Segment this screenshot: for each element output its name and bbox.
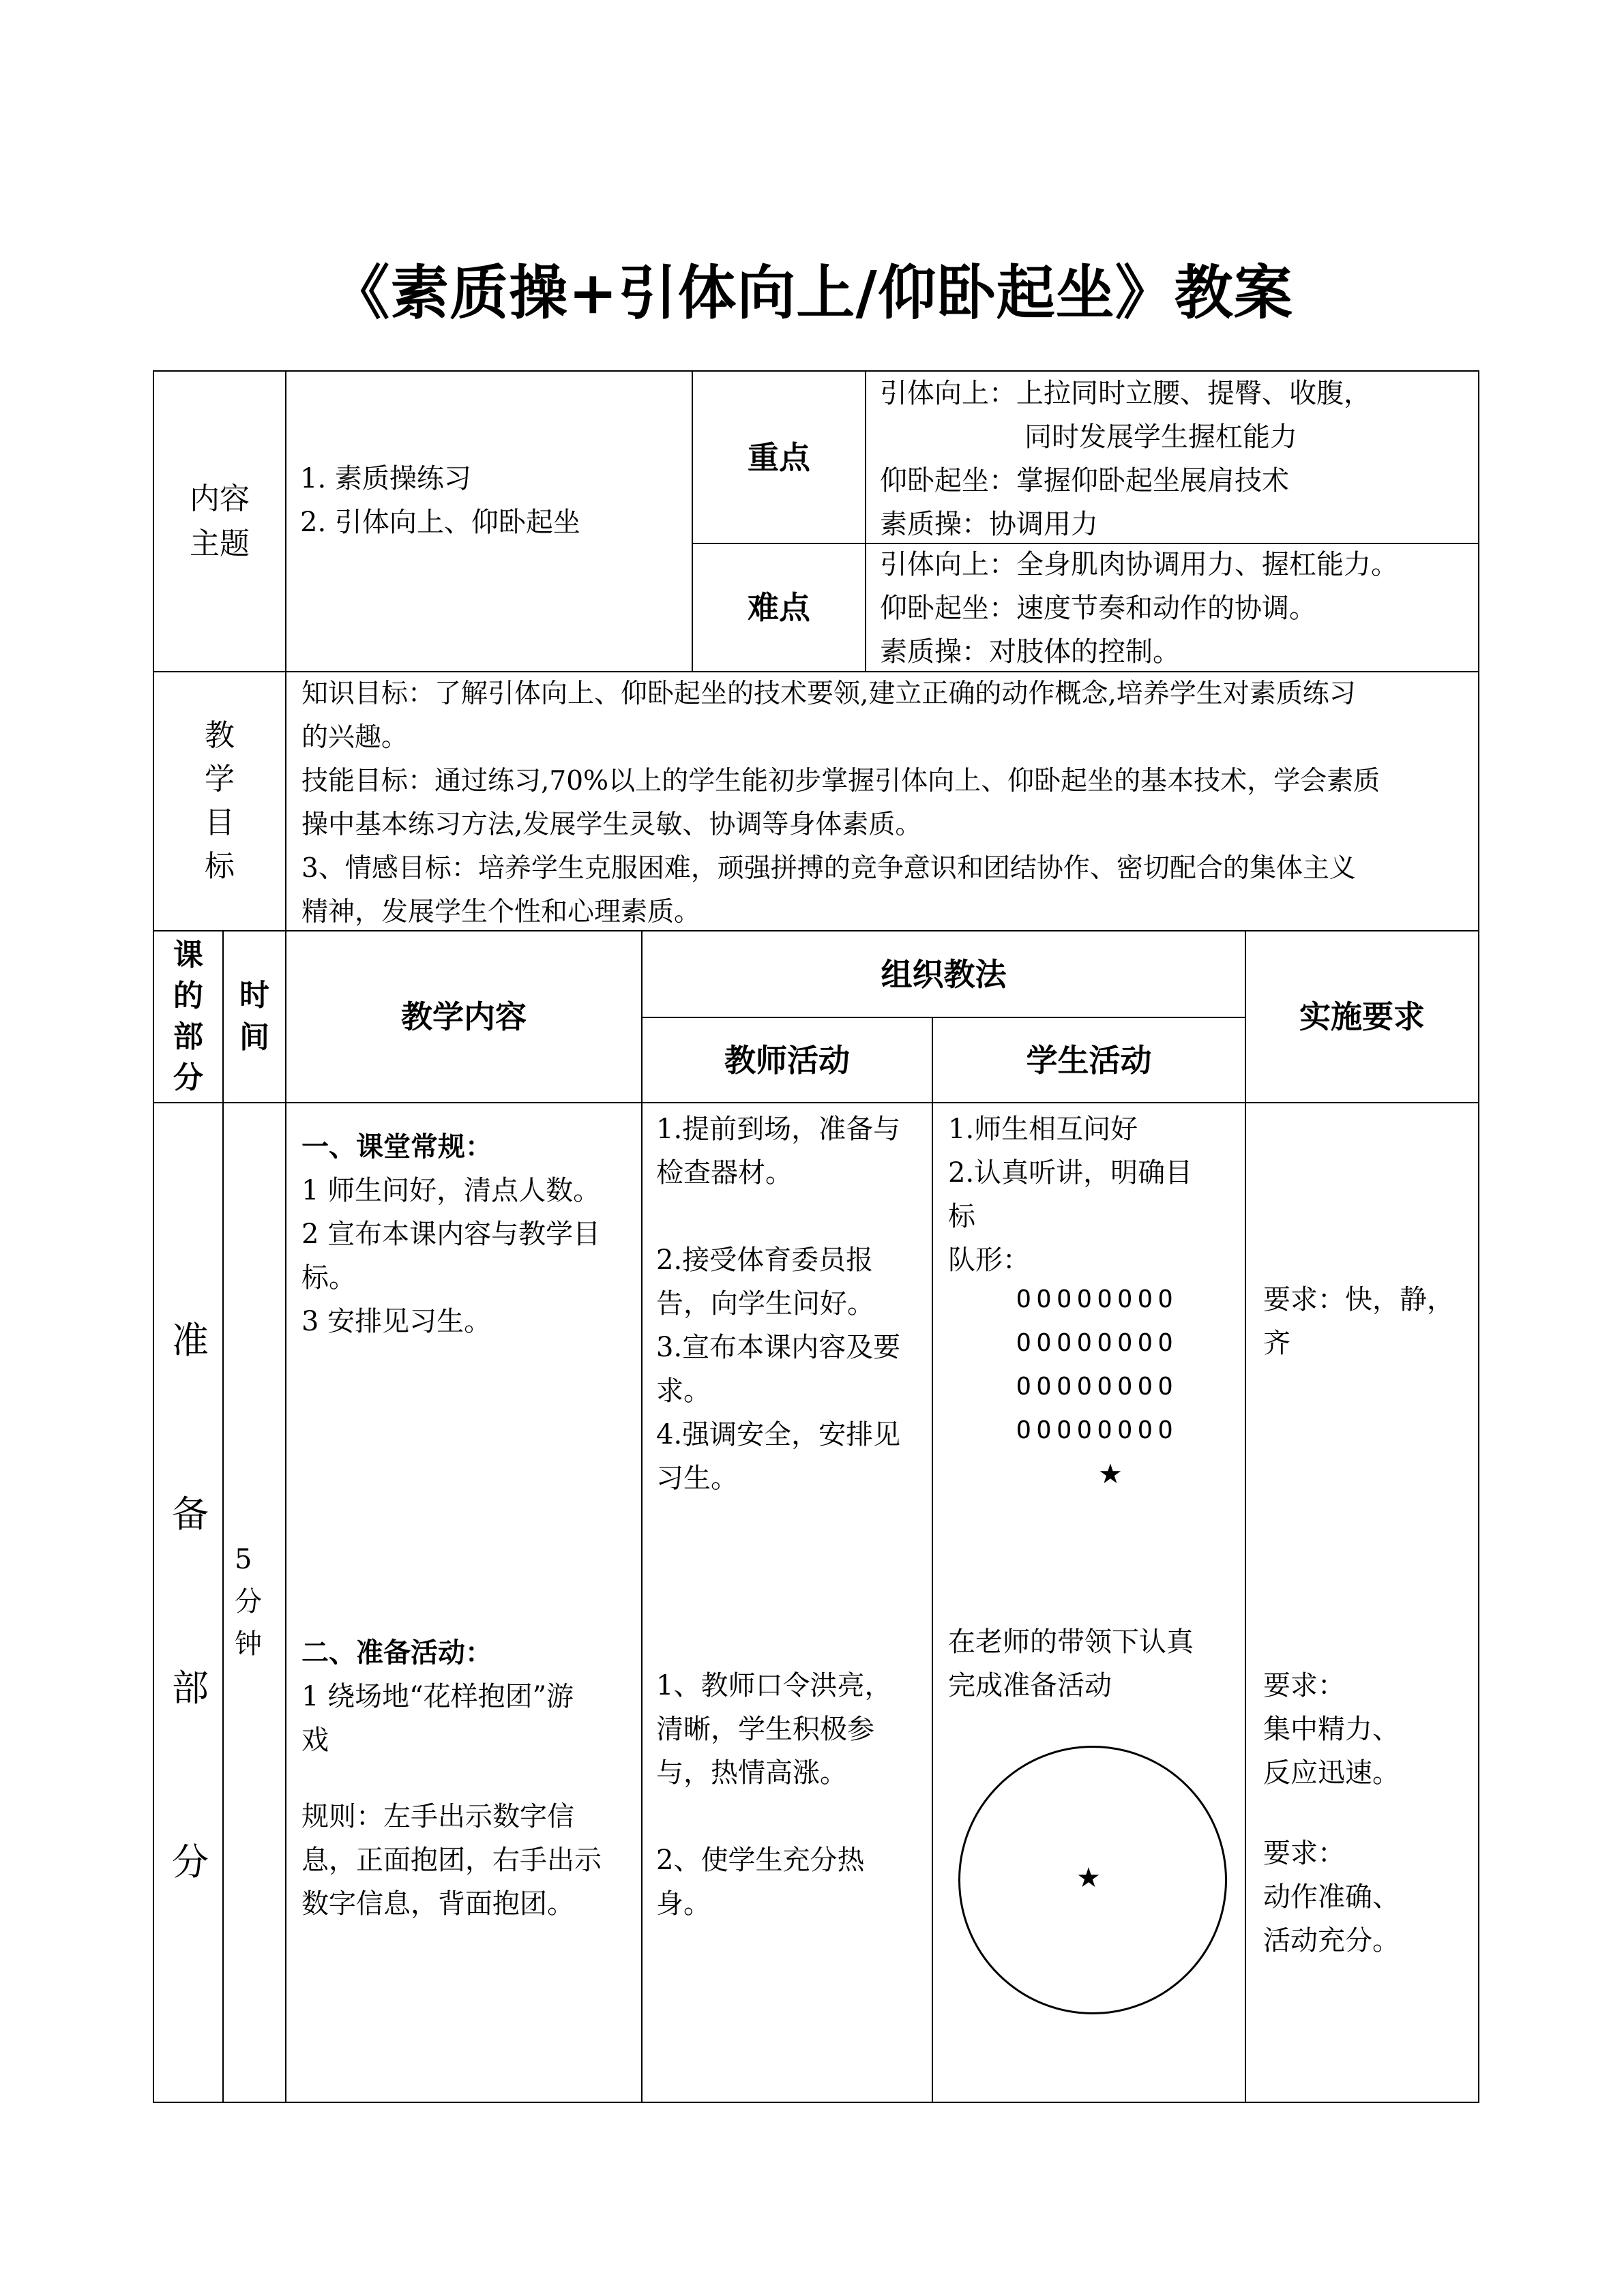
topic-list — [300, 457, 689, 544]
teacher-activity-2: 1、教师口令洪亮， 清晰，学生积极参 与，热情高涨。 2、使学生充分热 身。 — [656, 1670, 892, 1920]
teacher-star-icon: ★ — [1098, 1459, 1123, 1490]
requirement-2: 要求： 集中精力、 反应迅速。 — [1263, 1670, 1400, 1789]
goals-text: 知识目标：了解引体向上、仰卧起坐的技术要领,建立正确的动作概念,培养学生对素质练习 的兴趣。 技能目标：通过练习,70%以上的学生能初步掌握引体向上、仰卧起坐的基本技术，学会素质 操中基本练习方法,发展学生灵敏、协调等身体素质。 3、情感目标：培养学生克服困难，顽强拼搏的竞争意识和团结协作、密切配合的集体主义 精神，发展学生个性和心理素质。 — [301, 679, 1381, 927]
header-teacher: 教师活动 — [724, 1041, 850, 1079]
formation-row: OOOOOOOO — [1016, 1373, 1179, 1401]
formation-row: OOOOOOOO — [1016, 1416, 1179, 1444]
requirement-1: 要求：快，静， 齐 — [1263, 1284, 1454, 1359]
key-points: 引体向上：上拉同时立腰、提臀、收腹， 同时发展学生握杠能力 仰卧起坐：掌握仰卧起坐展肩技术 素质操：协调用力 — [880, 378, 1371, 540]
key-points-label: 重点 — [748, 438, 810, 476]
rule-line: 息，正面抱团，右手出示 — [301, 1845, 602, 1876]
difficult-points: 引体向上：全身肌肉协调用力、握杠能力。 仰卧起坐：速度节奏和动作的协调。 素质操：对肢体的控制。 — [880, 549, 1398, 668]
topic-label: 内容 主题 — [190, 481, 250, 561]
circle-star-icon: ★ — [1076, 1862, 1101, 1894]
formation-row: OOOOOOOO — [1016, 1329, 1179, 1357]
topic-item: 1. 素质操练习 — [300, 463, 471, 494]
page-title: 《素质操+引体向上/仰卧起坐》教案 — [331, 258, 1293, 327]
goals-label: 教 学 目 标 — [205, 718, 235, 884]
routine-heading: 一、课堂常规： — [301, 1131, 492, 1163]
difficult-points-label: 难点 — [748, 589, 810, 626]
topic-item: 2. 引体向上、仰卧起坐 — [300, 507, 580, 538]
content-warmup: 二、准备活动： 1 绕场地“花样抱团”游 戏 规则：左手出示数字信 息，正面抱团，右手出示 数字信息，背面抱团。 — [301, 1631, 636, 1926]
header-content: 教学内容 — [401, 998, 527, 1035]
prep-time: 5 分 钟 — [235, 1544, 262, 1660]
header-requirement: 实施要求 — [1299, 998, 1425, 1035]
teacher-activity-1: 1.提前到场，准备与 检查器材。 2.接受体育委员报 告，向学生问好。 3.宣布本课内容及要 求。 4.强调安全，安排见 习生。 — [656, 1114, 901, 1494]
student-activity-2: 在老师的带领下认真 完成准备活动 — [948, 1626, 1194, 1701]
formation-grid — [1016, 1278, 1241, 1452]
header-time: 时 间 — [239, 978, 269, 1055]
warmup-heading: 二、准备活动： — [301, 1637, 492, 1669]
content-routine: 一、课堂常规： 1 师生问好，清点人数。 2 宣布本课内容与教学目 标。 3 安排见习生。 — [301, 1125, 636, 1343]
header-organize: 组织教法 — [881, 955, 1007, 993]
rule-line: 数字信息，背面抱团。 — [301, 1888, 574, 1920]
student-activity-1: 1.师生相互问好 2.认真听讲，明确目 标 队形： — [948, 1114, 1193, 1276]
requirement-3: 要求： 动作准确、 活动充分。 — [1263, 1838, 1400, 1956]
header-student: 学生活动 — [1026, 1041, 1152, 1079]
formation-row: OOOOOOOO — [1016, 1285, 1179, 1313]
header-part: 课 的 部 分 — [173, 938, 203, 1095]
rule-line: 规则：左手出示数字信 — [301, 1801, 574, 1832]
prep-part-label: 准 备 部 分 — [172, 1319, 209, 1883]
